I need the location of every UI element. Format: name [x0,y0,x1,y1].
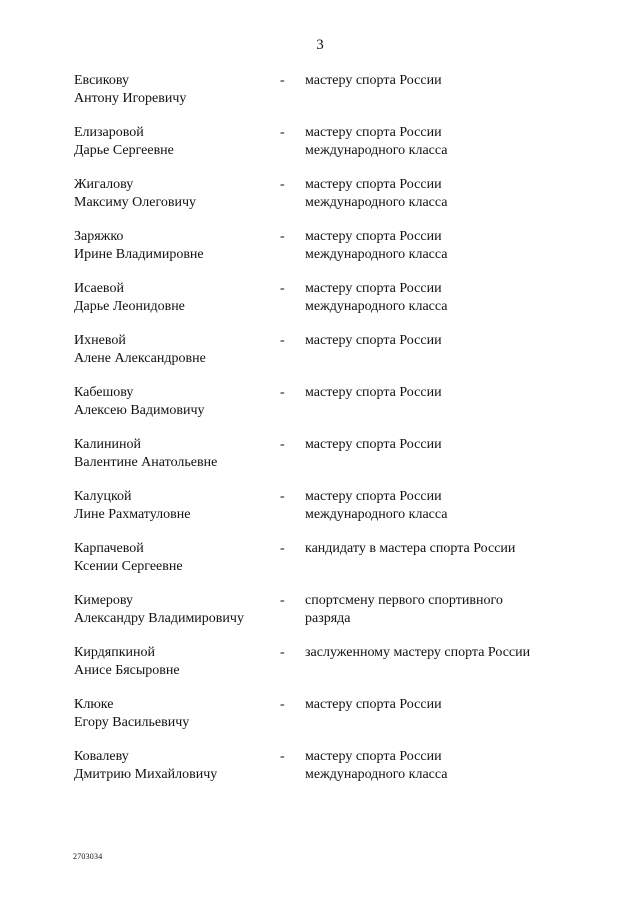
list-item [0,488,640,540]
sport-title [305,644,605,662]
recipient-name [74,280,274,315]
sport-title-line1: мастеру спорта России [305,281,442,296]
sport-title-line1: заслуженному мастеру спорта России [305,645,531,660]
recipient-name [74,488,274,523]
list-item [0,124,640,176]
sport-title-line1: кандидату в мастера спорта России [305,541,516,556]
recipient-name [74,332,274,367]
separator-dash: - [280,593,285,608]
list-item [0,436,640,488]
separator-dash: - [280,229,285,244]
recipient-given-names: Алене Александровне [74,350,206,366]
recipient-surname: Ихневой [74,333,126,348]
recipient-given-names: Ирине Владимировне [74,246,204,262]
recipient-name [74,748,274,783]
recipient-name [74,384,274,419]
sport-title [305,592,605,627]
recipient-name [74,592,274,627]
recipient-name [74,436,274,471]
recipient-surname: Кирдяпкиной [74,645,155,660]
recipient-surname: Жигалову [74,177,134,192]
list-item [0,540,640,592]
sport-title-line1: мастеру спорта России [305,437,442,452]
recipient-surname: Карпачевой [74,541,144,556]
list-item [0,592,640,644]
separator-dash: - [280,333,285,348]
separator-dash: - [280,489,285,504]
recipient-surname: Елизаровой [74,125,144,140]
sport-title [305,124,605,159]
page-number: 3 [316,37,324,53]
separator-dash: - [280,177,285,192]
separator-dash: - [280,749,285,764]
recipient-surname: Кимерову [74,593,134,608]
award-list [0,72,640,800]
recipient-surname: Калуцкой [74,489,132,504]
separator-dash: - [280,73,285,88]
recipient-surname: Евсикову [74,73,130,88]
sport-title-line1: мастеру спорта России [305,749,442,764]
sport-title-line2: международного класса [305,194,448,210]
recipient-surname: Калининой [74,437,141,452]
recipient-given-names: Егору Васильевичу [74,714,190,730]
recipient-given-names: Дарье Леонидовне [74,298,185,314]
separator-dash: - [280,437,285,452]
list-item [0,748,640,800]
recipient-given-names: Алексею Вадимовичу [74,402,205,418]
separator-dash: - [280,541,285,556]
recipient-given-names: Дмитрию Михайловичу [74,766,218,782]
recipient-given-names: Дарье Сергеевне [74,142,174,158]
recipient-surname: Ковалеву [74,749,129,764]
document-code: 2703034 [73,852,103,861]
recipient-given-names: Антону Игоревичу [74,90,187,106]
sport-title [305,72,605,90]
sport-title-line2: международного класса [305,506,448,522]
list-item [0,280,640,332]
recipient-given-names: Лине Рахматуловне [74,506,191,522]
sport-title-line2: международного класса [305,142,448,158]
recipient-name [74,72,274,107]
recipient-name [74,124,274,159]
recipient-given-names: Максиму Олеговичу [74,194,197,210]
separator-dash: - [280,697,285,712]
sport-title [305,228,605,263]
list-item [0,332,640,384]
sport-title [305,748,605,783]
sport-title-line1: мастеру спорта России [305,385,442,400]
recipient-name [74,540,274,575]
recipient-name [74,644,274,679]
sport-title [305,436,605,454]
sport-title-line1: мастеру спорта России [305,697,442,712]
recipient-given-names: Александру Владимировичу [74,610,244,626]
sport-title-line1: спортсмену первого спортивного [305,593,503,608]
recipient-given-names: Анисе Бясыровне [74,662,180,678]
sport-title [305,176,605,211]
list-item [0,384,640,436]
list-item [0,644,640,696]
separator-dash: - [280,385,285,400]
sport-title-line2: разряда [305,610,351,626]
sport-title [305,332,605,350]
list-item [0,228,640,280]
sport-title-line1: мастеру спорта России [305,333,442,348]
sport-title [305,696,605,714]
recipient-surname: Кабешову [74,385,134,400]
sport-title-line1: мастеру спорта России [305,73,442,88]
separator-dash: - [280,125,285,140]
list-item [0,696,640,748]
sport-title-line1: мастеру спорта России [305,177,442,192]
list-item [0,176,640,228]
sport-title [305,280,605,315]
sport-title [305,384,605,402]
recipient-surname: Исаевой [74,281,124,296]
sport-title-line1: мастеру спорта России [305,229,442,244]
sport-title-line2: международного класса [305,246,448,262]
sport-title [305,488,605,523]
recipient-name [74,176,274,211]
sport-title-line2: международного класса [305,298,448,314]
recipient-surname: Клюке [74,697,114,712]
sport-title-line1: мастеру спорта России [305,125,442,140]
recipient-given-names: Валентине Анатольевне [74,454,218,470]
separator-dash: - [280,281,285,296]
list-item [0,72,640,124]
recipient-given-names: Ксении Сергеевне [74,558,183,574]
sport-title-line1: мастеру спорта России [305,489,442,504]
sport-title [305,540,605,558]
recipient-name [74,696,274,731]
separator-dash: - [280,645,285,660]
recipient-name [74,228,274,263]
sport-title-line2: международного класса [305,766,448,782]
recipient-surname: Заряжко [74,229,124,244]
